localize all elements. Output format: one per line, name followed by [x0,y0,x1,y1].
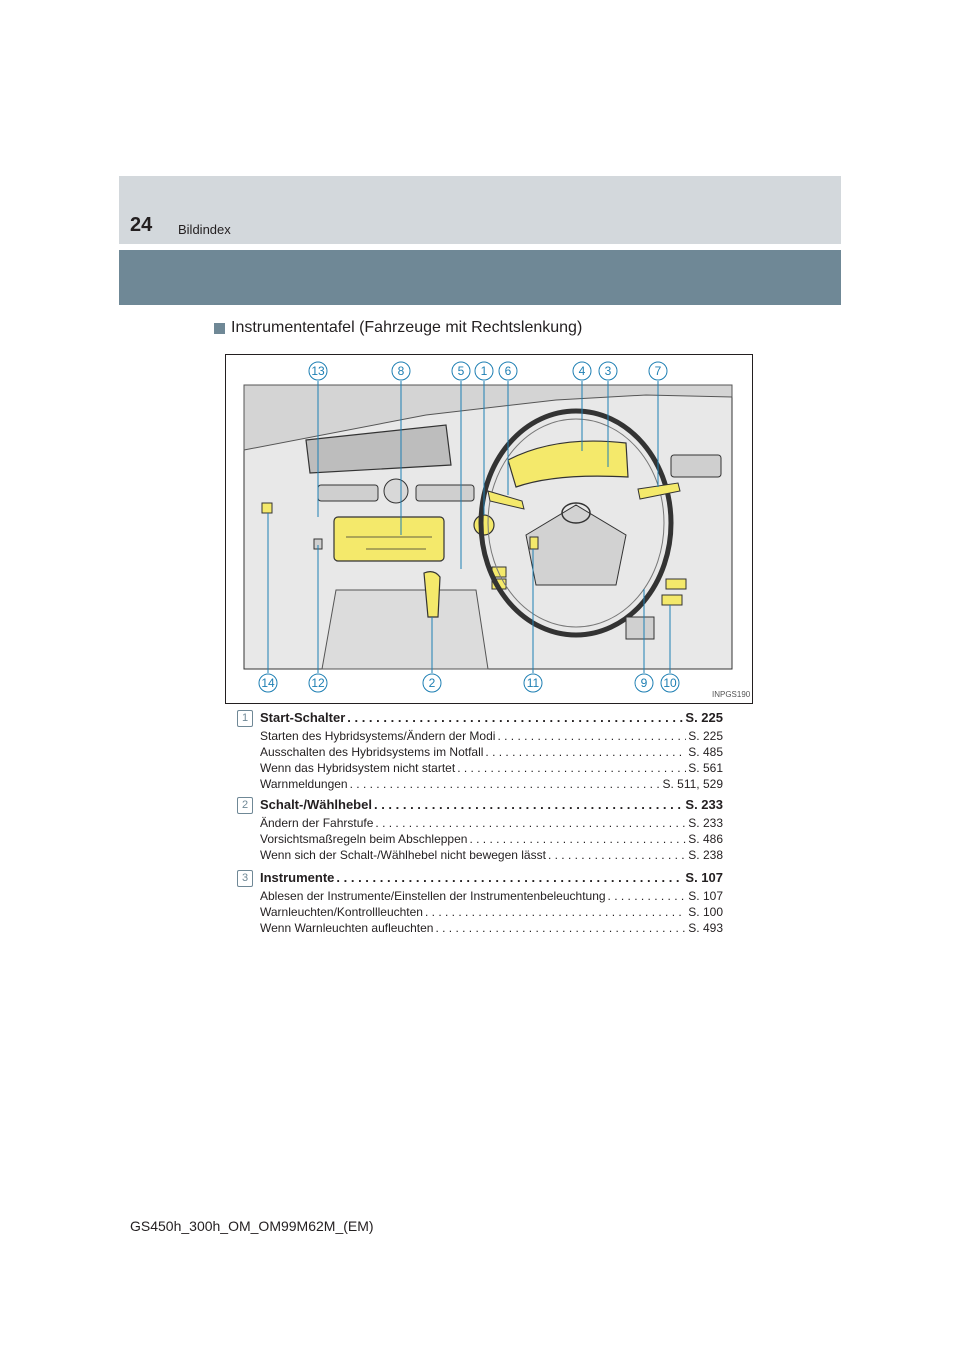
callout-1-label: 1 [480,364,488,378]
leader-dots [425,905,686,919]
leader-dots [497,729,686,743]
sub-label: Wenn Warnleuchten aufleuchten [260,921,434,935]
entry-sub-row[interactable] [260,761,723,775]
leader-dots [336,870,683,885]
sub-label: Vorsichtsmaßregeln beim Abschleppen [260,832,468,846]
leader-dots [457,761,686,775]
leader-dots [347,710,683,725]
callout-4-label: 4 [578,364,586,378]
pedal [626,617,654,639]
clock [384,479,408,503]
right-side-vent [671,455,721,477]
lower-right-switch-b [662,595,682,605]
callout-8-label: 8 [397,364,405,378]
entry-page-ref: S. 107 [685,870,723,885]
sub-label: Wenn sich der Schalt-/Wählhebel nicht bewegen lässt [260,848,546,862]
sub-label: Ändern der Fahrstufe [260,816,374,830]
entry-sub-row[interactable] [260,848,723,862]
entry-sub-row[interactable] [260,729,723,743]
entry-sub-row[interactable] [260,905,723,919]
sub-page-ref: S. 561 [688,761,723,775]
leader-dots [485,745,686,759]
sub-page-ref: S. 486 [688,832,723,846]
sub-page-ref: S. 107 [688,889,723,903]
section-title-text: Instrumententafel (Fahrzeuge mit Rechtslenkung) [231,319,583,336]
sub-label: Starten des Hybridsystems/Ändern der Modi [260,729,496,743]
sub-page-ref: S. 485 [688,745,723,759]
leader-dots [375,816,686,830]
header-band-dark [119,250,841,305]
sub-label: Warnleuchten/Kontrollleuchten [260,905,423,919]
start-switch [474,515,494,535]
callout-5-label: 5 [457,364,465,378]
right-center-vent [416,485,474,501]
callout-6-label: 6 [504,364,512,378]
callout-13-label: 13 [311,364,325,378]
entry-sub-row[interactable] [260,832,723,846]
index-entry-3 [237,870,723,942]
entry-title-row[interactable] [260,710,723,725]
callout-12-label: 12 [311,676,325,690]
entry-page-ref: S. 225 [685,710,723,725]
leader-dots [374,797,683,812]
callout-14-label: 14 [261,676,275,690]
sub-label: Wenn das Hybridsystem nicht startet [260,761,456,775]
entry-sub-row[interactable] [260,889,723,903]
leader-dots [548,848,686,862]
index-entry-2 [237,797,723,869]
callout-7-label: 7 [654,364,662,378]
sub-page-ref: S. 238 [688,848,723,862]
callout-11-label: 11 [526,676,540,690]
left-center-vent [318,485,378,501]
entry-sub-row[interactable] [260,816,723,830]
entry-number-box: 1 [237,710,253,727]
leader-dots [469,832,686,846]
entry-sub-row[interactable] [260,921,723,935]
page-title: Bildindex [178,222,231,237]
dashboard-figure [225,354,753,704]
sub-label: Ausschalten des Hybridsystems im Notfall [260,745,484,759]
section-square-icon [214,323,225,334]
leader-dots [350,777,661,791]
page-number: 24 [130,214,153,236]
section-title [214,319,582,337]
sub-page-ref: S. 100 [688,905,723,919]
leader-dots [435,921,686,935]
entry-page-ref: S. 233 [685,797,723,812]
sub-page-ref: S. 511, 529 [662,777,723,791]
callout-10-label: 10 [663,676,677,690]
callout-row-bottom [259,674,679,692]
entry-title-row[interactable] [260,870,723,885]
entry-title-row[interactable] [260,797,723,812]
dashboard-illustration [226,355,752,703]
left-switch [262,503,272,513]
figure-code: INPGS190 [712,690,751,699]
lower-right-switch-a [666,579,686,589]
sub-page-ref: S. 233 [688,816,723,830]
entry-number-box: 2 [237,797,253,814]
audio-climate-panel [334,517,444,561]
sub-page-ref: S. 493 [688,921,723,935]
callout-3-label: 3 [604,364,612,378]
callout-9-label: 9 [640,676,648,690]
entry-sub-row[interactable] [260,745,723,759]
sub-label: Ablesen der Instrumente/Einstellen der Instrumentenbeleuchtung [260,889,606,903]
entry-title: Start-Schalter [260,710,346,725]
callout-2-label: 2 [428,676,436,690]
entry-title: Schalt-/Wählhebel [260,797,372,812]
entry-sub-row[interactable] [260,777,723,791]
index-entry-1 [237,710,723,800]
callout-row-top [309,362,667,380]
lower-console [322,590,488,669]
steering-switch [530,537,538,549]
entry-number-box: 3 [237,870,253,887]
leader-dots [608,889,687,903]
sub-label: Warnmeldungen [260,777,348,791]
document-footer: GS450h_300h_OM_OM99M62M_(EM) [130,1218,374,1234]
sub-page-ref: S. 225 [688,729,723,743]
entry-title: Instrumente [260,870,335,885]
